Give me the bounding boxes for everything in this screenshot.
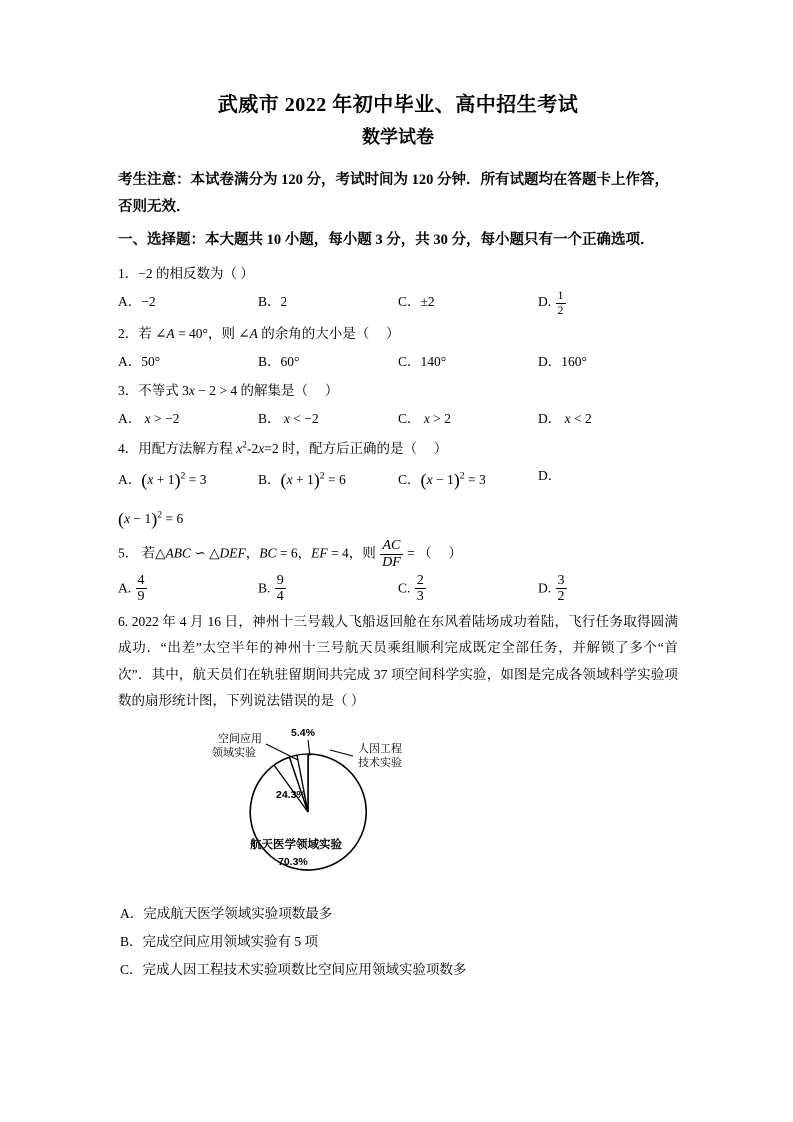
- question-4-option-b: B．$(x + 1)^2 = 6$: [258, 470, 346, 491]
- question-5-option-d: D. $\frac{3}{2}$: [538, 572, 565, 605]
- pie-chart-figure: [118, 720, 678, 890]
- question-1-option-c: C．±2: [398, 294, 435, 310]
- pie-label-space-application-line2: 领域实验: [212, 747, 256, 760]
- page-content: [118, 88, 678, 983]
- question-1-option-a: A．−2: [118, 294, 156, 310]
- exam-notice-text: 本试卷满分为 120 分，考试时间为 120 分钟．所有试题均在答题卡上作答，否则无效．: [118, 172, 669, 215]
- question-4-option-a: A．$(x + 1)^2 = 3$: [118, 470, 207, 491]
- question-3-option-a: A． x > −2: [118, 410, 180, 426]
- question-1-option-b: B．2: [258, 294, 288, 310]
- question-5-ratio: $\frac{AC}{DF}$: [382, 538, 401, 571]
- question-2-stem: 2．若 ∠A = 40°，则 ∠A 的余角的大小是（ ）: [118, 325, 400, 341]
- question-4-stem: 4．用配方法解方程 $x^2-2x=2$ 时，配方后正确的是（ ）: [118, 439, 448, 456]
- question-2-option-d: D．160°: [538, 353, 587, 369]
- question-3-number: 3．: [118, 383, 139, 399]
- page-title: 武威市 2022 年初中毕业、高中招生考试: [217, 94, 579, 116]
- space-experiments-pie-chart: [158, 720, 558, 888]
- question-5-option-c: C. $\frac{2}{3}$: [398, 572, 424, 605]
- question-5-option-b: B. $\frac{9}{4}$: [258, 572, 284, 605]
- question-1-options: [118, 289, 678, 317]
- pie-value-70-3: 70.3%: [278, 856, 308, 869]
- question-1-text: −2 的相反数为（ ）: [138, 266, 254, 282]
- question-3-options: [118, 406, 678, 432]
- question-1-option-d: D. $\frac{1}{2}$: [538, 288, 564, 317]
- pie-label-human-factors-line2: 技术实验: [358, 757, 402, 770]
- question-1-option-d-fraction: $\frac{1}{2}$: [557, 288, 564, 317]
- question-5-stem: 5． 若△ABC ∽ △DEF，BC = 6，EF = 4，则 $\frac{AC}{DF}$ = （ ）: [118, 538, 463, 571]
- exam-notice-label: 考生注意：: [118, 172, 191, 188]
- question-6-number: 6.: [118, 614, 129, 630]
- question-2-option-a: A．50°: [118, 353, 161, 369]
- pie-label-aerospace-medicine: 航天医学领域实验: [250, 839, 342, 852]
- pie-label-space-application-line1: 空间应用: [218, 733, 262, 746]
- question-3-option-c: C． x > 2: [398, 410, 452, 426]
- section-heading-multiple-choice: [118, 227, 678, 254]
- section-label: 一、选择题：: [118, 231, 205, 248]
- leader-line-human-factors: [330, 750, 353, 756]
- question-2-option-b: B．60°: [258, 353, 300, 369]
- question-4-option-d: D．: [538, 468, 562, 484]
- pie-value-5-4: 5.4%: [291, 727, 315, 740]
- question-1-stem: [118, 261, 678, 287]
- question-3-stem: 3．不等式 3x − 2 > 4 的解集是（ ）: [118, 383, 339, 399]
- question-4-options: [118, 463, 678, 498]
- section-description: 本大题共 10 小题，每小题 3 分，共 30 分，每小题只有一个正确选项．: [205, 231, 655, 248]
- question-6-option-b: B．完成空间应用领域实验有 5 项: [120, 933, 319, 949]
- question-2-options: [118, 349, 678, 375]
- question-2-option-c: C．140°: [398, 353, 447, 369]
- question-1-number: 1．: [118, 266, 139, 282]
- question-6-option-c: C．完成人因工程技术实验项数比空间应用领域实验项数多: [120, 961, 467, 977]
- leader-line-space-application: [266, 744, 298, 760]
- pie-value-24-3: 24.3%: [276, 789, 306, 802]
- question-2-number: 2．: [118, 325, 139, 341]
- page-subtitle: 数学试卷: [362, 127, 434, 147]
- question-3-option-b: B． x < −2: [258, 410, 319, 426]
- question-6-text: 2022 年 4 月 16 日，神州十三号载人飞船返回舱在东风着陆场成功着陆，飞行任务取得圆满成功．“出差”太空半年的神州十三号航天员乘组顺利完成既定全部任务，并解锁了多个“首次”．其中，航天员们在轨驻留期间共完成 37 项空间科学实验，如图是完成各领域科学实验项数的扇形统计图，下列说法错误的是（ ）: [118, 614, 679, 708]
- question-6-stem: [118, 609, 678, 714]
- question-4-number: 4．: [118, 440, 139, 456]
- question-5-options: [118, 573, 678, 605]
- question-5-option-a: A. $\frac{4}{9}$: [118, 572, 145, 605]
- question-4-option-d-continued: $(x - 1)^2 = 6$: [118, 508, 184, 529]
- question-6-option-a: A．完成航天医学领域实验项数最多: [120, 906, 333, 922]
- exam-notice: [118, 167, 678, 221]
- question-3-option-d: D． x < 2: [538, 410, 592, 426]
- question-4-option-c: C．$(x - 1)^2 = 3$: [398, 470, 486, 491]
- pie-label-human-factors-line1: 人因工程: [358, 743, 402, 756]
